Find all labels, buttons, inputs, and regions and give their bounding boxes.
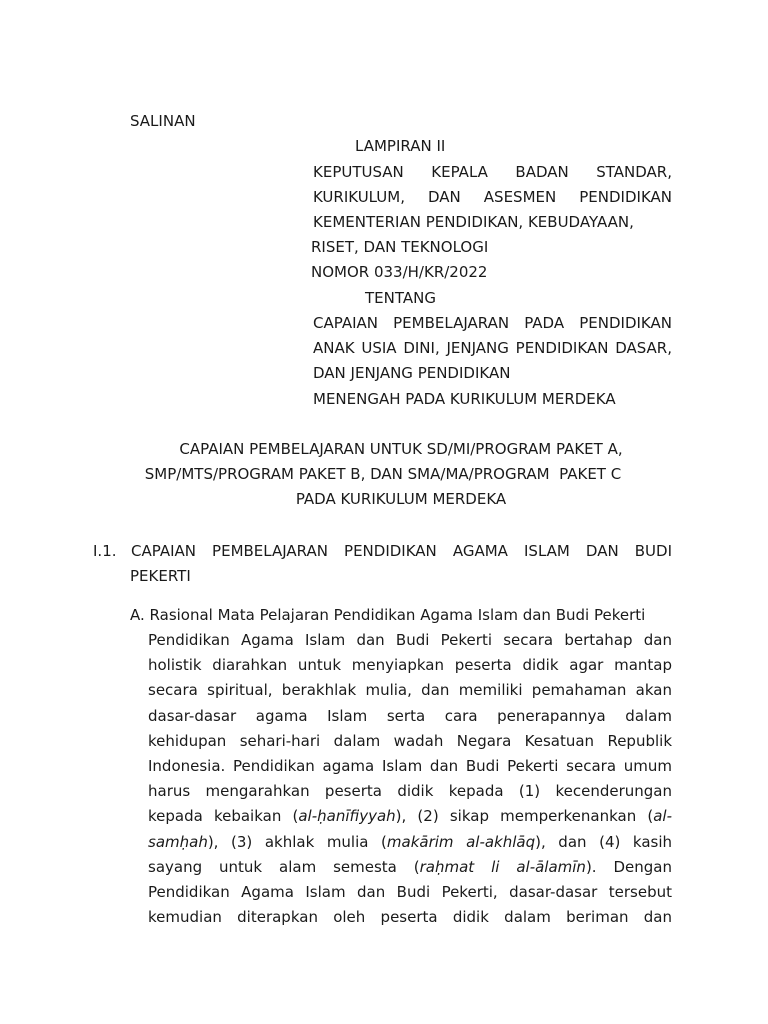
- body-line: kehidupan sehari-hari dalam wadah Negara Kesatuan Republik: [148, 731, 672, 750]
- italic-term: samḥah: [148, 832, 208, 851]
- text-run: sayang untuk alam semesta (: [148, 857, 420, 876]
- body-line: kemudian diterapkan oleh peserta didik dalam beriman dan: [148, 908, 672, 927]
- body-line-with-term: [148, 830, 672, 855]
- subject-line-1: CAPAIAN PEMBELAJARAN PADA PENDIDIKAN: [313, 314, 672, 332]
- subject-line-3: DAN JENJANG PENDIDIKAN: [313, 364, 511, 382]
- italic-term: al-ḥanīfiyyah: [298, 807, 396, 826]
- body-paragraph: [148, 628, 672, 930]
- section-number: I.1.: [93, 542, 117, 560]
- body-line: holistik diarahkan untuk menyiapkan peserta didik agar mantap: [148, 656, 672, 675]
- body-line: Pendidikan Agama Islam dan Budi Pekerti secara bertahap dan: [148, 631, 672, 649]
- nomor-line: NOMOR 033/H/KR/2022: [311, 263, 488, 281]
- keputusan-line-2: KURIKULUM, DAN ASESMEN PENDIDIKAN: [313, 188, 672, 206]
- title-line-3: PADA KURIKULUM MERDEKA: [295, 490, 507, 508]
- salinan-label: SALINAN: [130, 112, 196, 130]
- italic-term: raḥmat li al-ālamīn: [419, 857, 586, 876]
- keputusan-line-1: KEPUTUSAN KEPALA BADAN STANDAR,: [313, 163, 672, 181]
- text-run: ), dan (4) kasih: [535, 832, 673, 851]
- italic-term: al-: [653, 807, 672, 826]
- keputusan-line-3: KEMENTERIAN PENDIDIKAN, KEBUDAYAAN,: [313, 213, 634, 231]
- body-line: Pendidikan Agama Islam dan Budi Pekerti, dasar-dasar tersebut: [148, 882, 672, 901]
- subsection-heading: A. Rasional Mata Pelajaran Pendidikan Agama Islam dan Budi Pekerti: [130, 606, 646, 624]
- title-line-2: SMP/MTS/PROGRAM PAKET B, DAN SMA/MA/PROGRAM PAKET C: [144, 465, 622, 483]
- text-run: ), (3) akhlak mulia (: [207, 832, 387, 851]
- title-line-1: CAPAIAN PEMBELAJARAN UNTUK SD/MI/PROGRAM PAKET A,: [179, 440, 623, 458]
- body-line: Indonesia. Pendidikan agama Islam dan Budi Pekerti secara umum: [148, 756, 672, 775]
- italic-term: makārim al-akhlāq: [386, 832, 536, 851]
- section-heading-line-1: CAPAIAN PEMBELAJARAN PENDIDIKAN AGAMA ISLAM DAN BUDI: [131, 542, 672, 560]
- body-line-with-term: [148, 804, 672, 829]
- subject-line-4: MENENGAH PADA KURIKULUM MERDEKA: [313, 390, 616, 408]
- text-run: ). Dengan: [585, 857, 672, 876]
- body-line-with-term: [148, 855, 672, 880]
- body-line: harus mengarahkan peserta didik kepada (1) kecenderungan: [148, 782, 672, 801]
- body-line: dasar-dasar agama Islam serta cara penerapannya dalam: [148, 706, 672, 725]
- keputusan-line-4: RISET, DAN TEKNOLOGI: [311, 238, 489, 256]
- text-run: kepada kebaikan (: [148, 807, 299, 826]
- text-run: ), (2) sikap memperkenankan (: [395, 807, 654, 826]
- lampiran-label: LAMPIRAN II: [355, 137, 446, 155]
- tentang-label: TENTANG: [365, 289, 436, 307]
- subject-line-2: ANAK USIA DINI, JENJANG PENDIDIKAN DASAR,: [313, 339, 672, 357]
- body-line: secara spiritual, berakhlak mulia, dan memiliki pemahaman akan: [148, 681, 672, 700]
- section-heading-line-2: PEKERTI: [130, 567, 191, 585]
